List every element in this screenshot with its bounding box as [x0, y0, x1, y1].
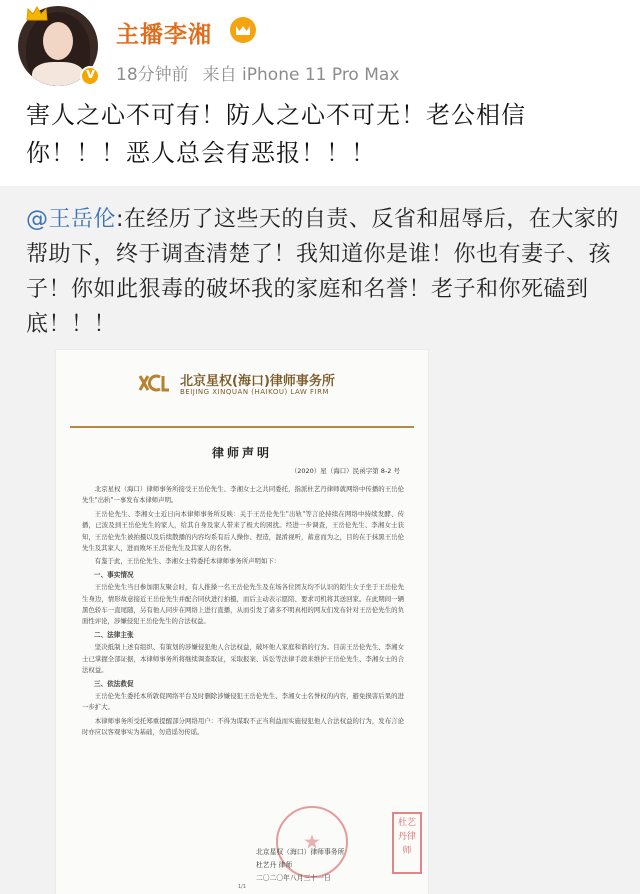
doc-title: 律师声明	[211, 446, 272, 460]
doc-paragraph: 本律师事务所受托郑重提醒部分网络用户：不得为谋取不正当利益而实施侵犯他人合法权益的行为，发布言论时亦应以客观事实为基础，勿造谣勿传谣。	[82, 716, 404, 737]
mention-link[interactable]: @王岳伦	[26, 207, 117, 232]
doc-firm-name: 北京星权(海口)律师事务所	[180, 374, 335, 389]
post-meta	[116, 60, 413, 85]
doc-section-heading: 三、依法救促	[94, 679, 134, 688]
law-firm-logo-icon	[138, 372, 170, 394]
lawyer-stamp: 杜艺丹律师	[392, 812, 422, 874]
doc-paragraph: 坚决抵制上述有组织、有策划的涉嫌侵犯他人合法权益，破坏他人家庭和谐的行为。目前王岳伦先生、李湘女士已掌握全部证据，本律师事务所将继续调查取证，采取报案、诉讼等法律手段来维护王岳伦先生、李湘女士的合法权益。	[82, 643, 404, 675]
doc-paragraph: 北京星权（海口）律师事务所接受王岳伦先生、李湘女士之共同委托，指派杜艺丹律师就网络中传播的王岳伦先生"出轨"一事发布本律师声明。	[82, 485, 404, 505]
lawyer-statement-image[interactable]	[56, 350, 428, 894]
doc-signature-date: 二〇二〇年八月三十一日	[256, 874, 331, 882]
crown-icon	[26, 6, 48, 22]
post-time: 18分钟前	[116, 65, 189, 85]
repost-text	[26, 202, 626, 342]
post-source: 来自 iPhone 11 Pro Max	[202, 65, 400, 85]
doc-paragraph: 王岳伦先生、李湘女士近日向本律师事务所反映：关于王岳伦先生"出轨"等言论持续在网络中持续发酵、传播，已波及到王岳伦先生的家人，给其自身及家人带来了极大的困扰。经进一步调查，王岳伦先生、李湘女士获知，王岳伦先生被拍摄以及后续散播的内容均系有后人操作、捏造，混淆视听，蓄意而为之，目的在于抹黑王岳伦先生及其家人，进而败坏王岳伦先生及其家人的名誉。	[82, 509, 404, 553]
user-level-crown-icon	[230, 17, 256, 43]
post-header	[0, 0, 640, 90]
doc-paragraph: 有鉴于此，王岳伦先生、李湘女士特委托本律师事务所声明如下：	[94, 557, 281, 566]
post-text: 害人之心不可有！防人之心不可无！老公相信你！！！恶人总会有恶报！！！	[26, 101, 526, 167]
doc-signature-lawyer: 杜艺丹 律师	[256, 861, 293, 869]
repost-body: :在经历了这些天的自责、反省和屈辱后，在大家的帮助下，终于调查清楚了！我知道你是谁！你也有妻子、孩子！你如此狠毒的破坏我的家庭和名誉！老子和你死磕到底！！！	[26, 207, 619, 337]
doc-firm-name-en: BEIJING XINQUAN (HAIKOU) LAW FIRM	[180, 388, 330, 396]
username[interactable]: 主播李湘	[116, 22, 212, 48]
doc-section-heading: 二、法律主张	[94, 630, 134, 639]
doc-section-heading: 一、事实情况	[94, 570, 134, 579]
doc-page-number: 1/1	[237, 884, 247, 890]
doc-signature	[256, 846, 344, 885]
doc-paragraph: 王岳伦先生委托本所敦促网络平台及时删除涉嫌侵犯王岳伦先生、李湘女士名誉权的内容，避免损害后果的进一步扩大。	[82, 691, 404, 712]
doc-body	[82, 484, 404, 741]
doc-header-rule	[70, 426, 414, 428]
avatar[interactable]	[18, 6, 98, 86]
vip-verified-icon	[80, 66, 100, 86]
doc-paragraph: 王岳伦先生当日参加朋友聚会时，有人推搡一名王岳伦先生及在场各位团友均不认识的陌生女子坐于王岳伦先生身边，情形故意接近王岳伦先生并配合同伙进行拍摄，而后主动表示愿陪、要求司机将其送回家。在此期间一辆黑色轿车一直尾随，另有他人同步在网络上进行直播，从而引发了诸多不明真相的网友们发布针对王岳伦先生的负面性评论，涉嫌侵犯王岳伦先生的合法权益。	[82, 583, 404, 626]
doc-signature-firm: 北京星权（海口）律师事务所	[256, 848, 345, 856]
doc-case-number: （2020）星（海口）民函字第 8-2 号	[290, 467, 400, 475]
repost-card[interactable]	[0, 186, 640, 894]
